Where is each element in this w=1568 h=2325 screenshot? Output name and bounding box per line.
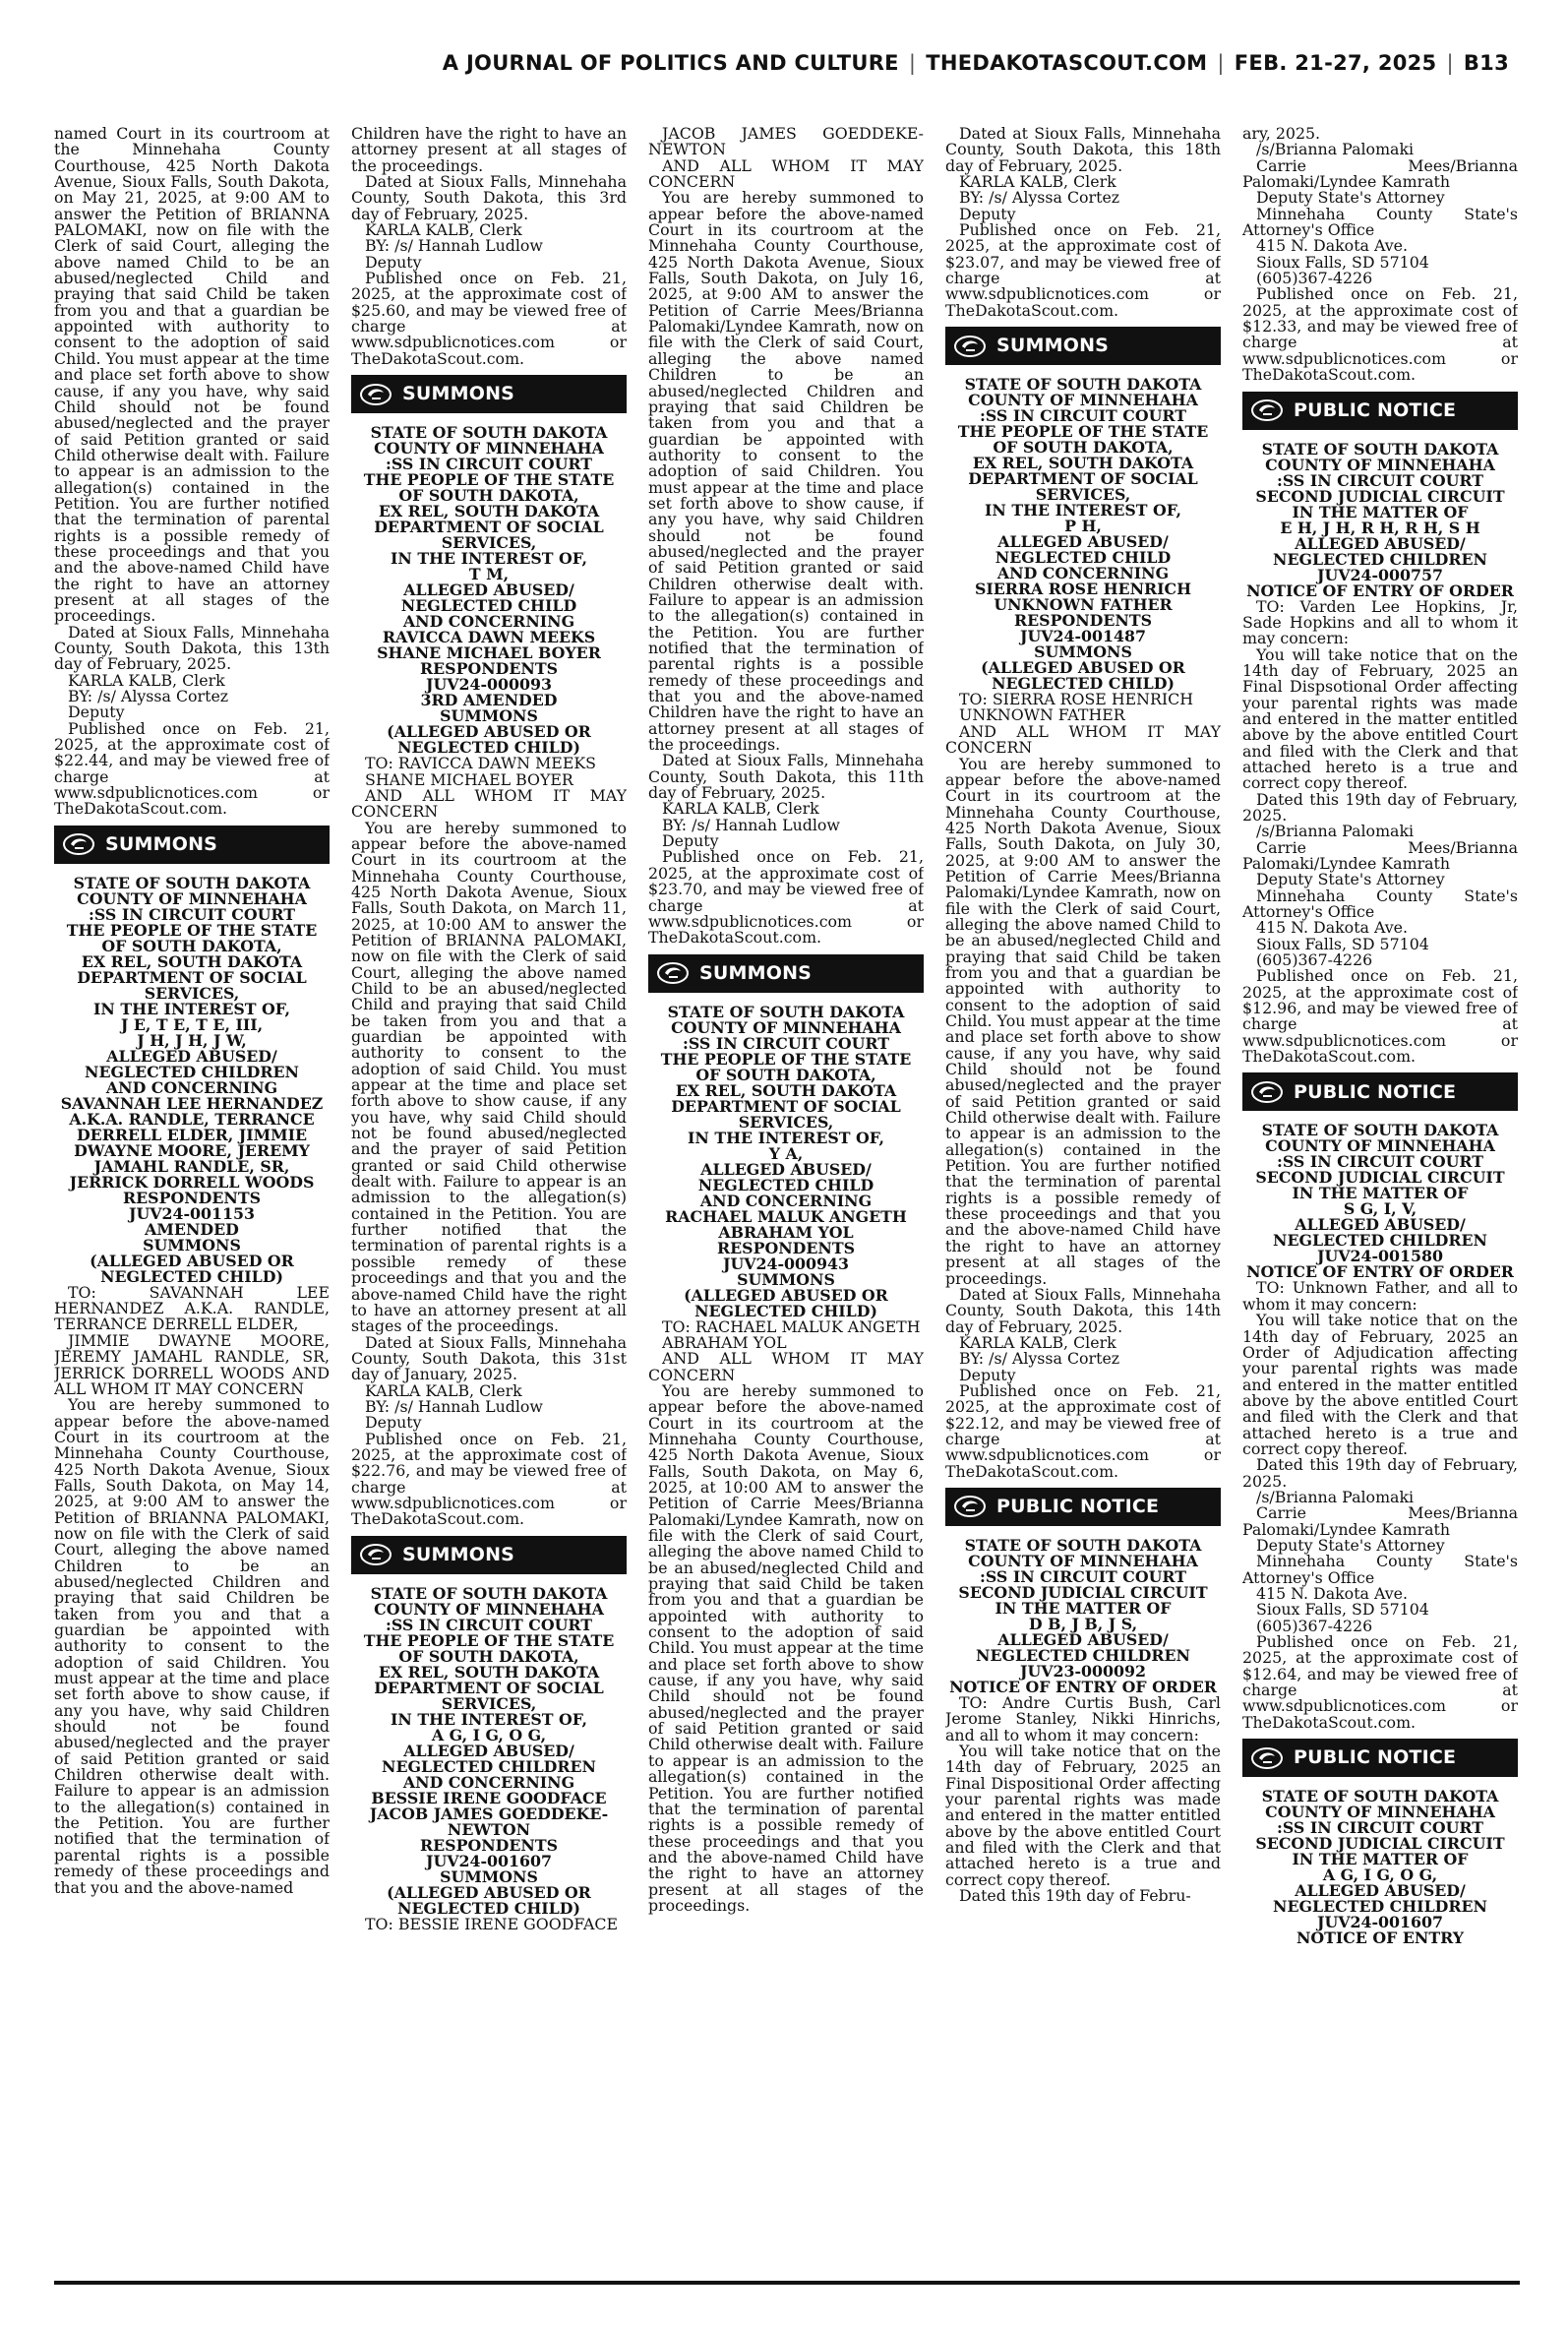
notice-heading-line: :SS IN CIRCUIT COURT bbox=[980, 1566, 1186, 1586]
notice-heading-line: AND CONCERNING bbox=[996, 564, 1170, 583]
notice-heading-line: COUNTY OF MINNEHAHA bbox=[968, 1551, 1198, 1570]
notice-paragraph: (605)367-4226 bbox=[1256, 1616, 1373, 1635]
notice-paragraph: BY: /s/ Hannah Ludlow bbox=[365, 1396, 543, 1416]
notice-paragraph: Published once on Feb. 21, 2025, at the approximate cost of $12.64, and may be viewed free of charge at www.sdpublicnotices.com or TheDakotaScout.com. bbox=[1242, 1632, 1518, 1732]
notice-heading-line: SUMMONS bbox=[143, 1235, 241, 1254]
notice-paragraph: Dated at Sioux Falls, Minnehaha County, South Dakota, this 13th day of February, 2025. bbox=[54, 622, 330, 674]
notice-heading-line: UNKNOWN FATHER bbox=[994, 595, 1173, 615]
notice-paragraph: Dated at Sioux Falls, Minnehaha County, South Dakota, this 14th day of February, 2025. bbox=[945, 1284, 1221, 1336]
notice-paragraph: Minnehaha County State's Attorney's Office bbox=[1242, 886, 1518, 922]
notice-heading-line: ALLEGED ABUSED/ NEGLECTED CHILD bbox=[995, 532, 1172, 568]
notice-paragraph: Deputy bbox=[365, 1413, 422, 1433]
notice-heading-line: NOTICE OF ENTRY OF ORDER bbox=[1246, 1262, 1514, 1282]
notice-paragraph: TO: Unknown Father, and all to whom it may concern: bbox=[1242, 1278, 1518, 1314]
notice-paragraph: TO: Andre Curtis Bush, Carl Jerome Stanley, Nikki Hinrichs, and all to whom it may concern: bbox=[945, 1692, 1221, 1744]
notice-paragraph: BY: /s/ Alyssa Cortez bbox=[68, 687, 229, 706]
notice-paragraph: Deputy bbox=[662, 831, 719, 851]
site-url[interactable]: THEDAKOTASCOUT.COM bbox=[926, 51, 1208, 75]
bottom-rule bbox=[54, 2281, 1520, 2285]
notice-heading-line: STATE OF SOUTH DAKOTA bbox=[964, 1535, 1202, 1555]
notice-paragraph: Published once on Feb. 21, 2025, at the approximate cost of $22.76, and may be viewed free of charge at www.sdpublicnotices.com or TheDakotaScout.com. bbox=[351, 1429, 627, 1529]
notice-paragraph: You are hereby summoned to appear before the above-named Court in its courtroom at the Minnehaha County Courthouse, 425 North Dakota Avenue, Sioux Falls, South Dakota, on May 6, 2025, at 10:00 AM to answer the Petition of Carrie Mees/Brianna Palomaki/Lyndee Kamrath, now on file with the Clerk of said Court, alleging the above named Child to be an abused/neglected Child and praying that said Child be taken from you and that a guardian be appointed with authority to consent to the adoption of said Child. You must appear at the time and place set forth above to show cause, if any you have, why said Child should not be found abused/neglected and the prayer of said Petition granted or said Child otherwise dealt with. Failure to appear is an admission to the allegation(s) contained in the Petition. You are further notified that the termination of parental rights is a possible remedy of these proceedings and that you and the above-named Child have the right to have an attorney present at all stages of the proceedings. bbox=[648, 1380, 924, 1915]
summons-section-label bbox=[648, 954, 924, 993]
notice-heading-line: ALLEGED ABUSED/ NEGLECTED CHILDREN bbox=[1273, 1215, 1487, 1251]
scout-logo-icon bbox=[1250, 398, 1284, 423]
summons-section-label bbox=[54, 826, 330, 864]
notice-paragraph: Minnehaha County State's Attorney's Office bbox=[1242, 1552, 1518, 1587]
notice-paragraph: Deputy bbox=[365, 252, 422, 272]
column-4 bbox=[945, 126, 1221, 2261]
notice-paragraph: Published once on Feb. 21, 2025, at the approximate cost of $23.70, and may be viewed free of charge at www.sdpublicnotices.com or TheDakotaScout.com. bbox=[648, 847, 924, 948]
notice-heading-line: IN THE INTEREST OF, bbox=[93, 999, 290, 1018]
header-divider: | bbox=[908, 51, 917, 75]
notice-paragraph: 415 N. Dakota Ave. bbox=[1256, 918, 1409, 938]
notice-paragraph: Dated at Sioux Falls, Minnehaha County, South Dakota, this 18th day of February, 2025. bbox=[945, 126, 1221, 175]
notice-heading-line: EX REL, SOUTH DAKOTA DEPARTMENT OF SOCIAL SERVICES, bbox=[671, 1080, 901, 1132]
notice-paragraph: 415 N. Dakota Ave. bbox=[1256, 236, 1409, 256]
notice-heading-line: COUNTY OF MINNEHAHA bbox=[671, 1017, 901, 1037]
scout-logo-icon bbox=[62, 831, 95, 857]
notice-paragraph: Dated this 19th day of Febru- bbox=[959, 1886, 1191, 1906]
notice-heading-line: STATE OF SOUTH DAKOTA bbox=[964, 375, 1202, 395]
notice-heading-line: (ALLEGED ABUSED OR NEGLECTED CHILD) bbox=[90, 1251, 294, 1286]
notice-paragraph: /s/Brianna Palomaki bbox=[1256, 1487, 1415, 1506]
summons-section-label bbox=[945, 327, 1221, 365]
scout-logo-icon bbox=[359, 1542, 392, 1567]
notice-heading-line: :SS IN CIRCUIT COURT bbox=[683, 1033, 889, 1053]
notice-paragraph: (605)367-4226 bbox=[1256, 269, 1373, 288]
section-label-text: PUBLIC NOTICE bbox=[1294, 1080, 1457, 1103]
notice-heading-line: (ALLEGED ABUSED OR NEGLECTED CHILD) bbox=[981, 658, 1185, 694]
notice-heading-line: :SS IN CIRCUIT COURT bbox=[1277, 470, 1483, 490]
header-divider: | bbox=[1217, 51, 1225, 75]
notice-heading-line: COUNTY OF MINNEHAHA bbox=[374, 1599, 604, 1619]
notice-heading-line: AND CONCERNING bbox=[402, 612, 575, 632]
notice-paragraph: Dated this 19th day of February, 2025. bbox=[1242, 789, 1518, 825]
notice-heading-line: D B, J B, J S, bbox=[1028, 1614, 1138, 1633]
notice-heading-line: THE PEOPLE OF THE STATE OF SOUTH DAKOTA, bbox=[957, 422, 1209, 458]
notice-heading-line: SHANE MICHAEL BOYER bbox=[377, 643, 601, 663]
notice-paragraph: TO: SAVANNAH LEE HERNANDEZ A.K.A. RANDLE, TERRANCE DERRELL ELDER, bbox=[54, 1282, 330, 1334]
notice-heading-line: IN THE MATTER OF bbox=[1292, 1850, 1469, 1869]
notice-heading-line: RESPONDENTS bbox=[420, 659, 558, 679]
notice-heading-line: COUNTY OF MINNEHAHA bbox=[77, 888, 307, 908]
notice-paragraph: You will take notice that on the 14th day of February, 2025 an Final Dispositional Order affecting your parental rights was made and entered in the matter entitled above by the above entitled Court and filed with the Clerk and that attached hereto is a true and correct copy thereof. bbox=[945, 1742, 1221, 1889]
column-5 bbox=[1242, 126, 1518, 2261]
notice-heading-line: SIERRA ROSE HENRICH bbox=[974, 580, 1192, 599]
notice-heading-line: IN THE INTEREST OF, bbox=[688, 1128, 884, 1147]
issue-date: FEB. 21-27, 2025 bbox=[1234, 51, 1437, 75]
notice-heading-line: ALLEGED ABUSED/ NEGLECTED CHILDREN bbox=[1273, 533, 1487, 569]
section-label-text: SUMMONS bbox=[105, 833, 218, 856]
notice-heading-line: STATE OF SOUTH DAKOTA bbox=[667, 1002, 905, 1021]
notice-heading-line: JUV24-000093 bbox=[426, 675, 552, 695]
notice-paragraph: BY: /s/ Alyssa Cortez bbox=[959, 1349, 1120, 1369]
notice-paragraph: You are hereby summoned to appear before the above-named Court in its courtroom at the Minnehaha County Courthouse, 425 North Dakota Avenue, Sioux Falls, South Dakota, on July 30, 2025, at 9:00 AM to answer the Petition of Carrie Mees/Brianna Palomaki/Lyndee Kamrath, now on file with the Clerk of said Court, alleging the above named Child to be an abused/neglected Child and praying that said Child be taken from you and that a guardian be appointed with authority to consent to the adoption of said Child. You must appear at the time and place set forth above to show cause, if any you have, why said Child should not be found abused/neglected and the prayer of said Petition granted or said Child otherwise dealt with. Failure to appear is an admission to the allegation(s) contained in the Petition. You are further notified that the termination of parental rights is a possible remedy of these proceedings and that you and the above-named Child have the right to have an attorney present at all stages of the proceedings. bbox=[945, 754, 1221, 1288]
notice-heading-line: IN THE MATTER OF bbox=[1292, 1184, 1469, 1203]
notice-heading-line: ALLEGED ABUSED/ NEGLECTED CHILDREN bbox=[1273, 1881, 1487, 1917]
notice-heading-line: THE PEOPLE OF THE STATE OF SOUTH DAKOTA, bbox=[363, 1630, 615, 1666]
notice-paragraph: Carrie Mees/Brianna Palomaki/Lyndee Kamrath bbox=[1242, 155, 1518, 192]
notice-heading-line: NOTICE OF ENTRY OF ORDER bbox=[949, 1677, 1217, 1696]
notice-heading-line: COUNTY OF MINNEHAHA bbox=[1265, 1803, 1495, 1822]
notice-heading-line: JUV23-000092 bbox=[1020, 1661, 1146, 1681]
notice-paragraph: (605)367-4226 bbox=[1256, 950, 1373, 970]
notice-heading-line: COUNTY OF MINNEHAHA bbox=[1265, 1136, 1495, 1156]
notice-heading-line: IN THE INTEREST OF, bbox=[985, 501, 1181, 520]
notice-heading-line: RESPONDENTS bbox=[420, 1835, 558, 1855]
notice-paragraph: Minnehaha County State's Attorney's Office bbox=[1242, 204, 1518, 240]
notice-heading-line: :SS IN CIRCUIT COURT bbox=[1277, 1818, 1483, 1838]
section-label-text: SUMMONS bbox=[699, 961, 813, 984]
notice-heading-line: JUV24-000757 bbox=[1317, 565, 1443, 584]
notice-paragraph: Dated at Sioux Falls, Minnehaha County, South Dakota, this 11th day of February, 2025. bbox=[648, 751, 924, 803]
notice-paragraph: KARLA KALB, Clerk bbox=[68, 670, 225, 690]
notice-heading-line: EX REL, SOUTH DAKOTA DEPARTMENT OF SOCIAL SERVICES, bbox=[374, 502, 604, 553]
notice-heading-line: S G, I, V, bbox=[1343, 1199, 1417, 1219]
notice-paragraph: You are hereby summoned to appear before the above-named Court in its courtroom at the Minnehaha County Courthouse, 425 North Dakota Avenue, Sioux Falls, South Dakota, on March 11, 2025, at 10:00 AM to answer the Petition of BRIANNA PALOMAKI, now on file with the Clerk of said Court, alleging the above named Child to be an abused/neglected Child and praying that said Child be taken from you and that a guardian be appointed with authority to consent to the adoption of said Child. You must appear at the time and place set forth above to show cause, if any you have, why said Child should not be found abused/neglected and the prayer of said Petition granted or said Child otherwise dealt with. Failure to appear is an admission to the allegation(s) contained in the Petition. You are further notified that the termination of parental rights is a possible remedy of these proceedings and that you and the above-named Child have the right to have an attorney present at all stages of the proceedings. bbox=[351, 818, 627, 1336]
notice-paragraph: Sioux Falls, SD 57104 bbox=[1256, 1600, 1429, 1620]
column-3 bbox=[648, 126, 924, 2261]
notice-heading-line: STATE OF SOUTH DAKOTA bbox=[1261, 1787, 1499, 1806]
notice-heading-line: JUV24-001607 bbox=[426, 1851, 552, 1870]
notice-heading-line: ALLEGED ABUSED/ NEGLECTED CHILD bbox=[400, 581, 577, 616]
notice-paragraph: JIMMIE DWAYNE MOORE, JEREMY JAMAHL RANDLE, SR, JERRICK DORRELL WOODS AND ALL WHOM IT MAY CONCERN bbox=[54, 1330, 330, 1398]
public-notice-section-label bbox=[1242, 1072, 1518, 1111]
notice-heading-line: E H, J H, R H, R H, S H bbox=[1280, 518, 1480, 537]
scout-logo-icon bbox=[656, 960, 690, 986]
notice-continuation: Children have the right to have an attorney present at all stages of the proceedings. bbox=[351, 126, 627, 175]
notice-heading-line: RAVICCA DAWN MEEKS bbox=[382, 628, 596, 647]
notice-heading-line: RESPONDENTS bbox=[123, 1188, 261, 1207]
column-1 bbox=[54, 126, 330, 2261]
notice-heading-line: JUV24-001153 bbox=[129, 1203, 255, 1223]
section-label-text: SUMMONS bbox=[402, 1543, 515, 1565]
notice-paragraph: Deputy State's Attorney bbox=[1256, 1535, 1445, 1555]
notice-paragraph: AND ALL WHOM IT MAY CONCERN bbox=[648, 155, 924, 192]
notice-paragraph: Dated at Sioux Falls, Minnehaha County, South Dakota, this 3rd day of February, 2025. bbox=[351, 172, 627, 223]
notice-heading-line: IN THE MATTER OF bbox=[1292, 502, 1469, 521]
notice-heading-line: JUV24-000943 bbox=[723, 1254, 849, 1273]
notice-paragraph: TO: SIERRA ROSE HENRICH bbox=[959, 690, 1193, 709]
notice-paragraph: TO: RAVICCA DAWN MEEKS bbox=[365, 754, 596, 773]
notice-paragraph: KARLA KALB, Clerk bbox=[662, 799, 819, 819]
notice-paragraph: Dated this 19th day of February, 2025. bbox=[1242, 1455, 1518, 1491]
notice-heading-line: SUMMONS bbox=[440, 1866, 538, 1886]
notice-heading-line: SUMMONS bbox=[440, 706, 538, 726]
notice-heading-line: EX REL, SOUTH DAKOTA DEPARTMENT OF SOCIAL SERVICES, bbox=[374, 1662, 604, 1713]
notice-paragraph: SHANE MICHAEL BOYER bbox=[365, 769, 573, 789]
notice-heading-line: SUMMONS bbox=[737, 1269, 835, 1289]
notice-paragraph: Carrie Mees/Brianna Palomaki/Lyndee Kamrath bbox=[1242, 837, 1518, 873]
public-notice-section-label bbox=[1242, 392, 1518, 430]
notice-paragraph: TO: Varden Lee Hopkins, Jr, Sade Hopkins and all to whom it may concern: bbox=[1242, 596, 1518, 648]
header-divider: | bbox=[1446, 51, 1454, 75]
notice-paragraph: UNKNOWN FATHER bbox=[959, 705, 1125, 725]
notice-heading-line: J E, T E, T E, III, bbox=[120, 1014, 264, 1034]
notice-heading-line: :SS IN CIRCUIT COURT bbox=[980, 406, 1186, 426]
notice-heading-line: P H, bbox=[1064, 517, 1102, 536]
section-label-text: PUBLIC NOTICE bbox=[1294, 1746, 1457, 1769]
notice-paragraph: Published once on Feb. 21, 2025, at the approximate cost of $25.60, and may be viewed free of charge at www.sdpublicnotices.com or TheDakotaScout.com. bbox=[351, 269, 627, 368]
notice-paragraph: Deputy bbox=[959, 204, 1016, 223]
scout-logo-icon bbox=[953, 1494, 987, 1519]
notice-heading-line: :SS IN CIRCUIT COURT bbox=[1277, 1152, 1483, 1172]
notice-heading-line: STATE OF SOUTH DAKOTA bbox=[73, 873, 311, 892]
notice-heading-line: AND CONCERNING bbox=[699, 1191, 873, 1210]
notice-heading-line: SUMMONS bbox=[1034, 642, 1132, 662]
notice-paragraph: JACOB JAMES GOEDDEKE-NEWTON bbox=[648, 126, 924, 159]
notice-paragraph: AND ALL WHOM IT MAY CONCERN bbox=[648, 1349, 924, 1384]
notice-paragraph: Deputy bbox=[959, 1365, 1016, 1384]
notice-heading-line: ABRAHAM YOL bbox=[718, 1222, 854, 1242]
notice-heading-line: EX REL, SOUTH DAKOTA DEPARTMENT OF SOCIAL SERVICES, bbox=[77, 951, 307, 1003]
scout-logo-icon bbox=[359, 382, 392, 407]
summons-section-label bbox=[351, 375, 627, 413]
notice-heading-line: EX REL, SOUTH DAKOTA DEPARTMENT OF SOCIAL SERVICES, bbox=[968, 454, 1198, 505]
notice-paragraph: Deputy State's Attorney bbox=[1256, 870, 1445, 889]
notice-paragraph: You are hereby summoned to appear before the above-named Court in its courtroom at the Minnehaha County Courthouse, 425 North Dakota Avenue, Sioux Falls, South Dakota, on July 16, 2025, at 9:00 AM to answer the Petition of Carrie Mees/Brianna Palomaki/Lyndee Kamrath, now on file with the Clerk of said Court, alleging the above named Children to be an abused/neglected Children and praying that said Children be taken from you and that a guardian be appointed with authority to consent to the adoption of said Children. You must appear at the time and place set forth above to show cause, if any you have, why said Children should not be found abused/neglected and the prayer of said Petition granted or said Children otherwise dealt with. Failure to appear is an admission to the allegation(s) contained in the Petition. You are further notified that the termination of parental rights is a possible remedy of these proceedings and that you and the above-named Children have the right to have an attorney present at all stages of the proceedings. bbox=[648, 188, 924, 755]
notice-paragraph: KARLA KALB, Clerk bbox=[959, 172, 1116, 192]
column-2 bbox=[351, 126, 627, 2261]
notice-heading-line: ALLEGED ABUSED/ NEGLECTED CHILDREN bbox=[382, 1741, 596, 1776]
notice-paragraph: Deputy State's Attorney bbox=[1256, 188, 1445, 208]
notice-heading-line: T M, bbox=[468, 565, 510, 584]
notice-heading-line: ALLEGED ABUSED/ NEGLECTED CHILD bbox=[697, 1159, 874, 1194]
notice-heading-line: BESSIE IRENE GOODFACE bbox=[371, 1788, 607, 1807]
notice-heading-line: AMENDED bbox=[145, 1219, 239, 1239]
notice-heading-line: JUV24-001580 bbox=[1317, 1247, 1443, 1266]
notice-heading-line: (ALLEGED ABUSED OR NEGLECTED CHILD) bbox=[684, 1285, 888, 1320]
notice-paragraph: Deputy bbox=[68, 703, 125, 722]
notice-heading-line: A G, I G, O G, bbox=[1322, 1866, 1438, 1885]
notice-paragraph: Published once on Feb. 21, 2025, at the approximate cost of $23.07, and may be viewed free of charge at www.sdpublicnotices.com or TheDakotaScout.com. bbox=[945, 220, 1221, 320]
page-number: B13 bbox=[1463, 51, 1509, 75]
notice-heading-line: IN THE INTEREST OF, bbox=[391, 1709, 587, 1729]
notice-heading-line: (ALLEGED ABUSED OR NEGLECTED CHILD) bbox=[387, 1882, 591, 1918]
notice-heading-line: :SS IN CIRCUIT COURT bbox=[386, 1615, 592, 1634]
notice-paragraph: You will take notice that on the 14th day of February, 2025 an Order of Adjudication affecting your parental rights was made and entered in the matter entitled above by the above entitled Court and filed with the Clerk and that attached hereto is a true and correct copy thereof. bbox=[1242, 1311, 1518, 1458]
public-notice-section-label bbox=[945, 1488, 1221, 1526]
notice-heading-line: THE PEOPLE OF THE STATE OF SOUTH DAKOTA, bbox=[66, 920, 318, 955]
notice-paragraph: AND ALL WHOM IT MAY CONCERN bbox=[945, 721, 1221, 758]
notice-heading-line: J H, J H, J W, bbox=[137, 1030, 247, 1050]
notice-heading-line: STATE OF SOUTH DAKOTA bbox=[1261, 1121, 1499, 1140]
notice-paragraph: Published once on Feb. 21, 2025, at the approximate cost of $22.12, and may be viewed free of charge at www.sdpublicnotices.com or TheDakotaScout.com. bbox=[945, 1380, 1221, 1481]
notice-heading-line: RESPONDENTS bbox=[717, 1238, 855, 1257]
notice-heading-line: THE PEOPLE OF THE STATE OF SOUTH DAKOTA, bbox=[363, 470, 615, 506]
page-header bbox=[59, 51, 1509, 85]
notice-columns bbox=[54, 126, 1520, 2261]
notice-paragraph: /s/Brianna Palomaki bbox=[1256, 822, 1415, 841]
section-label-text: PUBLIC NOTICE bbox=[996, 1496, 1160, 1518]
notice-heading-line: STATE OF SOUTH DAKOTA bbox=[370, 423, 608, 443]
notice-heading-line: JUV24-001607 bbox=[1317, 1913, 1443, 1932]
notice-heading-line: IN THE MATTER OF bbox=[995, 1598, 1172, 1618]
notice-heading-line: COUNTY OF MINNEHAHA bbox=[968, 391, 1198, 410]
notice-heading-line: JUV24-001487 bbox=[1020, 627, 1146, 646]
summons-section-label bbox=[351, 1536, 627, 1574]
notice-paragraph: Sioux Falls, SD 57104 bbox=[1256, 934, 1429, 953]
notice-heading-line: SECOND JUDICIAL CIRCUIT bbox=[1255, 486, 1505, 506]
notice-heading-line: SAVANNAH LEE HERNANDEZ A.K.A. RANDLE, TERRANCE DERRELL ELDER, JIMMIE DWAYNE MOORE, JEREMY JAMAHL RANDLE, SR, JERRICK DORRELL WOODS bbox=[60, 1093, 324, 1192]
scout-logo-icon bbox=[1250, 1079, 1284, 1105]
notice-heading-line: AND CONCERNING bbox=[105, 1077, 278, 1097]
notice-paragraph: KARLA KALB, Clerk bbox=[365, 220, 522, 240]
notice-continuation: named Court in its courtroom at the Minnehaha County Courthouse, 425 North Dakota Avenue, Sioux Falls, South Dakota, on May 21, 2025, at 9:00 AM to answer the Petition of BRIANNA PALOMAKI, now on file with the Clerk of said Court, alleging the above named Child to be an abused/neglected Child and praying that said Child be taken from you and that a guardian be appointed with authority to consent to the adoption of said Child. You must appear at the time and place set forth above to show cause, if any you have, why said Child should not be found abused/neglected and the prayer of said Petition granted or said Child otherwise dealt with. Failure to appear is an admission to the allegation(s) contained in the Petition. You are further notified that the termination of parental rights is a possible remedy of these proceedings and that you and the above-named Child have the right to have an attorney present at all stages of the proceedings. bbox=[54, 126, 330, 626]
notice-paragraph: BY: /s/ Hannah Ludlow bbox=[662, 815, 840, 834]
notice-heading-line: A G, I G, O G, bbox=[431, 1725, 547, 1744]
notice-heading-line: NOTICE OF ENTRY bbox=[1296, 1928, 1465, 1948]
notice-heading-line: COUNTY OF MINNEHAHA bbox=[374, 439, 604, 459]
notice-heading-line: ALLEGED ABUSED/ NEGLECTED CHILDREN bbox=[85, 1046, 299, 1081]
notice-paragraph: 415 N. Dakota Ave. bbox=[1256, 1584, 1409, 1603]
notice-paragraph: AND ALL WHOM IT MAY CONCERN bbox=[351, 785, 627, 822]
notice-paragraph: Sioux Falls, SD 57104 bbox=[1256, 252, 1429, 272]
notice-heading-line: RESPONDENTS bbox=[1014, 611, 1152, 631]
notice-paragraph: You will take notice that on the 14th day of February, 2025 an Final Dispsotional Order affecting your parental rights was made and entered in the matter entitled above by the above entitled Court and filed with the Clerk and that attached hereto is a true and correct copy thereof. bbox=[1242, 644, 1518, 793]
notice-heading-line: IN THE INTEREST OF, bbox=[391, 549, 587, 569]
notice-heading-line: SECOND JUDICIAL CIRCUIT bbox=[1255, 1834, 1505, 1854]
notice-heading-line: AND CONCERNING bbox=[402, 1772, 575, 1792]
notice-heading-line: ALLEGED ABUSED/ NEGLECTED CHILDREN bbox=[976, 1629, 1190, 1665]
notice-heading-line: COUNTY OF MINNEHAHA bbox=[1265, 455, 1495, 474]
notice-heading-line: 3RD AMENDED bbox=[420, 691, 558, 710]
notice-heading-line: SECOND JUDICIAL CIRCUIT bbox=[1255, 1168, 1505, 1188]
section-label-text: PUBLIC NOTICE bbox=[1294, 398, 1457, 421]
scout-logo-icon bbox=[1250, 1745, 1284, 1771]
notice-paragraph: Published once on Feb. 21, 2025, at the approximate cost of $12.33, and may be viewed free of charge at www.sdpublicnotices.com or TheDakotaScout.com. bbox=[1242, 284, 1518, 385]
journal-tagline: A JOURNAL OF POLITICS AND CULTURE bbox=[442, 51, 899, 75]
notice-heading-line: JACOB JAMES GOEDDEKE-NEWTON bbox=[369, 1804, 609, 1839]
notice-paragraph: BY: /s/ Hannah Ludlow bbox=[365, 236, 543, 256]
notice-heading-line: RACHAEL MALUK ANGETH bbox=[665, 1206, 907, 1226]
notice-heading-line: (ALLEGED ABUSED OR NEGLECTED CHILD) bbox=[387, 722, 591, 758]
notice-paragraph: Published once on Feb. 21, 2025, at the approximate cost of $22.44, and may be viewed free of charge at www.sdpublicnotices.com or TheDakotaScout.com. bbox=[54, 718, 330, 819]
notice-paragraph: KARLA KALB, Clerk bbox=[959, 1332, 1116, 1352]
notice-paragraph: /s/Brianna Palomaki bbox=[1256, 140, 1415, 159]
section-label-text: SUMMONS bbox=[996, 335, 1110, 357]
notice-paragraph: KARLA KALB, Clerk bbox=[365, 1380, 522, 1400]
notice-heading-line: SECOND JUDICIAL CIRCUIT bbox=[958, 1582, 1208, 1602]
notice-heading-line: THE PEOPLE OF THE STATE OF SOUTH DAKOTA, bbox=[660, 1049, 912, 1084]
notice-paragraph: Dated at Sioux Falls, Minnehaha County, South Dakota, this 31st day of January, 2025. bbox=[351, 1332, 627, 1384]
notice-continuation: ary, 2025. bbox=[1242, 126, 1321, 143]
notice-heading-line: NOTICE OF ENTRY OF ORDER bbox=[1246, 581, 1514, 600]
notice-paragraph: TO: RACHAEL MALUK ANGETH bbox=[662, 1316, 921, 1336]
notice-heading-line: Y A, bbox=[768, 1143, 804, 1163]
notice-heading-line: :SS IN CIRCUIT COURT bbox=[89, 904, 295, 924]
notice-paragraph: Carrie Mees/Brianna Palomaki/Lyndee Kamrath bbox=[1242, 1503, 1518, 1539]
notice-paragraph: Published once on Feb. 21, 2025, at the approximate cost of $12.96, and may be viewed free of charge at www.sdpublicnotices.com or TheDakotaScout.com. bbox=[1242, 966, 1518, 1067]
notice-heading-line: :SS IN CIRCUIT COURT bbox=[386, 455, 592, 474]
notice-heading-line: STATE OF SOUTH DAKOTA bbox=[370, 1583, 608, 1603]
section-label-text: SUMMONS bbox=[402, 383, 515, 405]
notice-paragraph: TO: BESSIE IRENE GOODFACE bbox=[365, 1914, 618, 1933]
notice-heading-line: STATE OF SOUTH DAKOTA bbox=[1261, 439, 1499, 459]
scout-logo-icon bbox=[953, 334, 987, 359]
notice-paragraph: You are hereby summoned to appear before the above-named Court in its courtroom at the Minnehaha County Courthouse, 425 North Dakota Avenue, Sioux Falls, South Dakota, on May 14, 2025, at 9:00 AM to answer the Petition of BRIANNA PALOMAKI, now on file with the Clerk of said Court, alleging the above named Children to be an abused/neglected Children and praying that said Children be taken from you and that a guardian be appointed with authority to consent to the adoption of said Children. You must appear at the time and place set forth above to show cause, if any you have, why said Children should not be found abused/neglected and the prayer of said Petition granted or said Children otherwise dealt with. Failure to appear is an admission to the allegation(s) contained in the Petition. You are further notified that the termination of parental rights is a possible remedy of these proceedings and that you and the above-named bbox=[54, 1395, 330, 1897]
notice-paragraph: ABRAHAM YOL bbox=[662, 1332, 787, 1352]
public-notice-section-label bbox=[1242, 1739, 1518, 1777]
notice-paragraph: BY: /s/ Alyssa Cortez bbox=[959, 188, 1120, 208]
